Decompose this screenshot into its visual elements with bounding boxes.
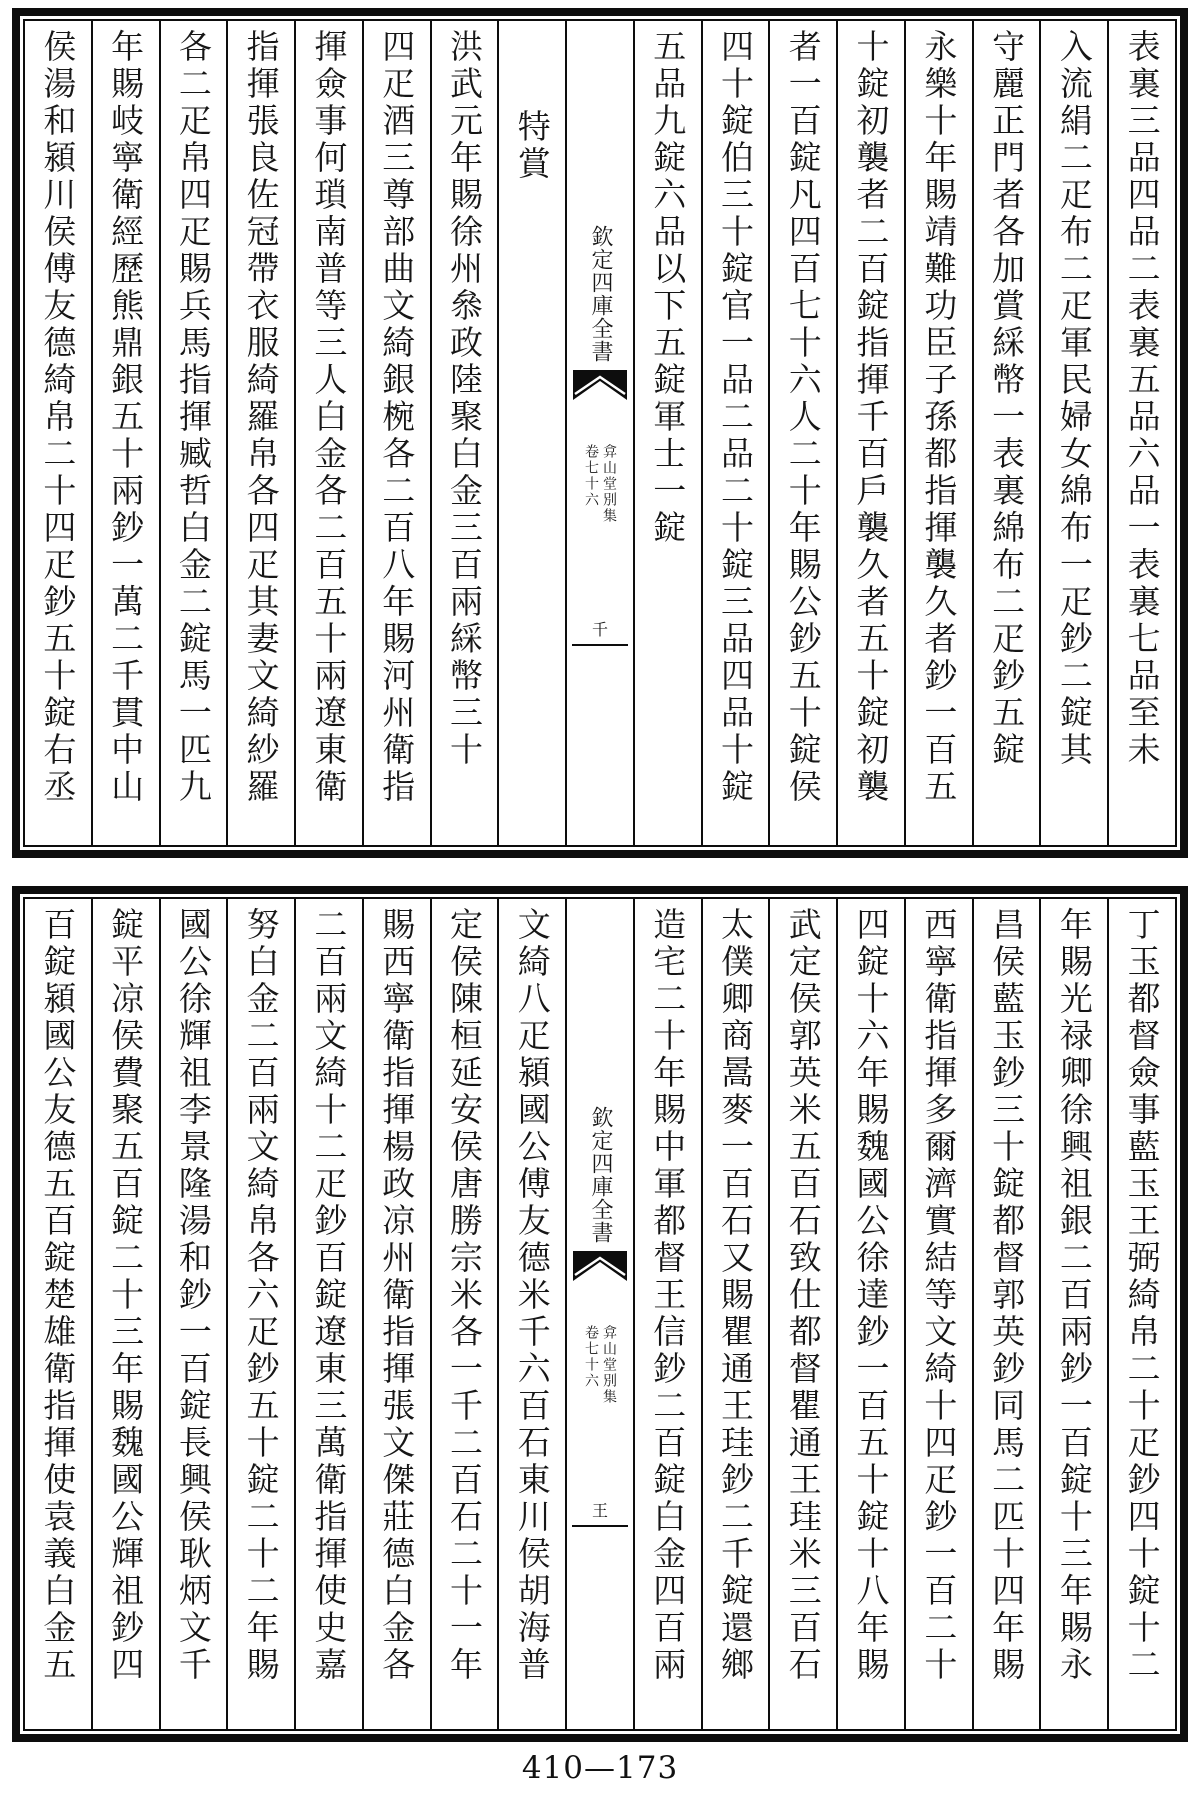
text-column: [91, 899, 159, 1729]
folio-number: 410—173: [521, 1750, 679, 1786]
text-column: [159, 899, 227, 1729]
text-column: [701, 899, 769, 1729]
text-column: [159, 21, 227, 845]
column-text: 永樂十年賜靖難功臣子孫都指揮襲久者鈔一百五: [919, 29, 959, 806]
text-column: [701, 21, 769, 845]
text-column: [836, 899, 904, 1729]
column-text: 十錠初襲者二百錠指揮千百戶襲久者五十錠初襲: [851, 29, 891, 806]
column-text: 四十錠伯三十錠官一品二品二十錠三品四品十錠: [716, 29, 756, 806]
text-column: [633, 899, 701, 1729]
text-column: [836, 21, 904, 845]
column-text: 四錠十六年賜魏國公徐達鈔一百五十錠十八年賜: [851, 907, 891, 1684]
text-column: [1039, 21, 1107, 845]
column-text: 武定侯郭英米五百石致仕都督瞿通王珪米三百石: [783, 907, 823, 1684]
text-column: [1039, 899, 1107, 1729]
section-header: 特賞: [512, 109, 552, 183]
text-column: [430, 21, 498, 845]
section-header-column: [497, 21, 565, 845]
siku-title: 欽定四庫全書: [587, 225, 613, 363]
column-text: 年賜岐寧衛經歷熊鼎銀五十兩鈔一萬二千貫中山: [106, 29, 146, 806]
text-column: [497, 899, 565, 1729]
column-text: 定侯陳桓延安侯唐勝宗米各一千二百石二十一年: [444, 907, 484, 1684]
text-column: [972, 899, 1040, 1729]
text-column: [972, 21, 1040, 845]
column-text: 守麗正門者各加賞綵幣一表裏綿布二疋鈔五錠: [987, 29, 1027, 769]
siku-title: 欽定四庫全書: [587, 1106, 613, 1244]
top-leaf-block: [12, 8, 1188, 858]
column-text: 賜西寧衛指揮楊政凉州衛指揮張文傑莊德白金各: [377, 907, 417, 1684]
text-column: [294, 21, 362, 845]
column-text: 洪武元年賜徐州叅政陸聚白金三百兩綵幣三十: [444, 29, 484, 769]
bottom-leaf-columns: [23, 897, 1177, 1731]
text-column: [226, 899, 294, 1729]
column-text: 指揮張良佐冠帶衣服綺羅帛各四疋其妻文綺紗羅: [241, 29, 281, 806]
column-text: 各二疋帛四疋賜兵馬指揮臧哲白金二錠馬一匹九: [173, 29, 213, 806]
leaf-number: 千: [591, 620, 608, 639]
column-text: 五品九錠六品以下五錠軍士一錠: [648, 29, 688, 547]
column-text: 侯湯和潁川侯傅友德綺帛二十四疋鈔五十錠右丞: [38, 29, 78, 806]
column-text: 造宅二十年賜中軍都督王信鈔二百錠白金四百兩: [648, 907, 688, 1684]
text-column: [904, 21, 972, 845]
column-text: 錠平凉侯費聚五百錠二十三年賜魏國公輝祖鈔四: [106, 907, 146, 1684]
column-text: 國公徐輝祖李景隆湯和鈔一百錠長興侯耿炳文千: [173, 907, 213, 1684]
text-column: [362, 899, 430, 1729]
text-column: [294, 899, 362, 1729]
column-text: 四疋酒三尊部曲文綺銀椀各二百八年賜河州衛指: [377, 29, 417, 806]
column-text: 太僕卿商暠麥一百石又賜瞿通王珪鈔二千錠還鄉: [716, 907, 756, 1684]
banxin-titles: [584, 444, 616, 524]
text-column: [25, 899, 91, 1729]
fishtail-icon: [573, 370, 627, 400]
column-text: 揮僉事何瑣南普等三人白金各二百五十兩遼東衛: [309, 29, 349, 806]
column-text: 西寧衛指揮多爾濟實結等文綺十四疋鈔一百二十: [919, 907, 959, 1684]
text-column: [768, 899, 836, 1729]
text-column: [633, 21, 701, 845]
banxin-column: [565, 899, 633, 1729]
text-column: [25, 21, 91, 845]
column-text: 表裏三品四品二表裏五品六品一表裏七品至未: [1122, 29, 1162, 769]
volume-label: 卷七十六: [582, 1325, 599, 1389]
leaf-divider: [572, 644, 628, 646]
text-column: [1107, 21, 1175, 845]
text-column: [904, 899, 972, 1729]
text-column: [226, 21, 294, 845]
leaf-number: 王: [591, 1501, 608, 1520]
column-text: 二百兩文綺十二疋鈔百錠遼東三萬衛指揮使史嘉: [309, 907, 349, 1684]
text-column: [362, 21, 430, 845]
column-text: 努白金二百兩文綺帛各六疋鈔五十錠二十二年賜: [241, 907, 281, 1684]
text-column: [430, 899, 498, 1729]
text-column: [768, 21, 836, 845]
fishtail-icon: [573, 1251, 627, 1281]
book-title: 弇山堂別集: [600, 1325, 617, 1405]
column-text: 丁玉都督僉事藍玉王弼綺帛二十疋鈔四十錠十二: [1122, 907, 1162, 1684]
volume-label: 卷七十六: [582, 444, 599, 508]
column-text: 者一百錠凡四百七十六人二十年賜公鈔五十錠侯: [783, 29, 823, 806]
text-column: [91, 21, 159, 845]
column-text: 文綺八疋潁國公傅友德米千六百石東川侯胡海普: [512, 907, 552, 1684]
text-column: [1107, 899, 1175, 1729]
top-leaf-columns: [23, 19, 1177, 847]
banxin-column: [565, 21, 633, 845]
book-title: 弇山堂別集: [600, 444, 617, 524]
column-text: 入流絹二疋布二疋軍民婦女綿布一疋鈔二錠其: [1054, 29, 1094, 769]
column-text: 百錠潁國公友德五百錠楚雄衛指揮使袁義白金五: [38, 907, 78, 1684]
column-text: 昌侯藍玉鈔三十錠都督郭英鈔同馬二匹十四年賜: [987, 907, 1027, 1684]
bottom-leaf-block: [12, 886, 1188, 1742]
leaf-divider: [572, 1525, 628, 1527]
banxin-titles: [584, 1325, 616, 1405]
column-text: 年賜光禄卿徐興祖銀二百兩鈔一百錠十三年賜永: [1054, 907, 1094, 1684]
